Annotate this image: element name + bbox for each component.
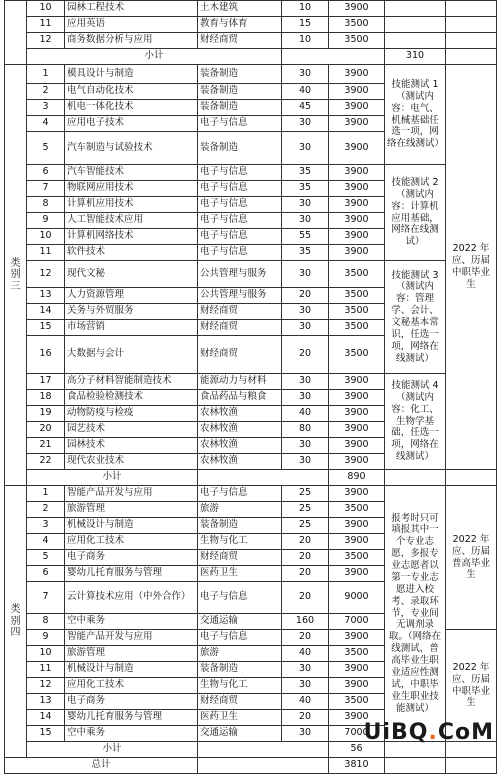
major-name: 现代农业技术: [65, 454, 198, 470]
row-index: 10: [27, 646, 65, 662]
major-name: 商务数据分析与应用: [65, 33, 198, 49]
tuition-fee: 3900: [329, 374, 385, 390]
row-index: 7: [27, 582, 65, 614]
major-field: 电子与信息: [198, 229, 282, 245]
subtotal-blank: [282, 49, 385, 65]
row-index: 3: [27, 518, 65, 534]
row-index: 15: [27, 320, 65, 336]
major-field: 医药卫生: [198, 566, 282, 582]
tuition-fee: 9000: [329, 582, 385, 614]
plan-count: 20: [282, 566, 329, 582]
major-field: 装备制造: [198, 518, 282, 534]
row-index: 10: [27, 229, 65, 245]
category-three-label: 类别三: [5, 65, 27, 486]
tuition-fee: 3900: [329, 132, 385, 165]
tuition-fee: 3900: [329, 566, 385, 582]
major-name: 市场营销: [65, 320, 198, 336]
plan-count: 30: [282, 390, 329, 406]
major-name: 电子商务: [65, 694, 198, 710]
plan-count: 15: [282, 17, 329, 33]
plan-count: 40: [282, 694, 329, 710]
major-name: 物联网应用技术: [65, 181, 198, 197]
major-field: 土木建筑: [198, 1, 282, 17]
row-index: 6: [27, 566, 65, 582]
plan-count: 10: [282, 1, 329, 17]
tuition-fee: 3500: [329, 288, 385, 304]
plan-count: 30: [282, 132, 329, 165]
plan-count: 20: [282, 710, 329, 726]
plan-count: 35: [282, 245, 329, 261]
tuition-fee: 3900: [329, 116, 385, 132]
plan-count: 20: [282, 288, 329, 304]
major-field: 财经商贸: [198, 304, 282, 320]
major-field: 生物与化工: [198, 534, 282, 550]
watermark-right: CoM: [437, 720, 494, 745]
table-row: [5, 33, 497, 49]
plan-count: 40: [282, 406, 329, 422]
major-name: 电气自动化技术: [65, 84, 198, 100]
row-index: 15: [27, 726, 65, 742]
major-field: 财经商贸: [198, 320, 282, 336]
row-index: 8: [27, 614, 65, 630]
plan-count: 40: [282, 84, 329, 100]
tuition-fee: 3900: [329, 518, 385, 534]
major-field: 电子与信息: [198, 630, 282, 646]
tuition-fee: 3500: [329, 33, 385, 49]
plan-count: 20: [282, 336, 329, 374]
row-index: 5: [27, 550, 65, 566]
plan-count: 30: [282, 261, 329, 288]
subtotal-label: 小计: [27, 742, 198, 758]
table-row: [5, 486, 497, 502]
skill-test-note: 技能测试 2（测试内容：计算机应用基础，网络在线测试）: [385, 165, 446, 261]
subtotal-blank: [198, 742, 329, 758]
row-index: 4: [27, 116, 65, 132]
plan-count: 25: [282, 486, 329, 502]
tuition-fee: 3500: [329, 320, 385, 336]
major-name: 动物防疫与检疫: [65, 406, 198, 422]
application-note: 报考时只可填报其中一个专业志愿，多报专业志愿者以第一专业志愿进入校考、录取环节，专业间无调剂录取。（网络在线测试，普高毕业生职业适应性测试，中职毕业生职业技能测试）: [385, 486, 446, 742]
tuition-fee: 3500: [329, 304, 385, 320]
table-row: [5, 165, 497, 181]
total-blank: [446, 758, 497, 774]
major-name: 机电一体化技术: [65, 100, 198, 116]
row-index: 11: [27, 17, 65, 33]
major-field: 装备制造: [198, 65, 282, 84]
tuition-fee: 3500: [329, 694, 385, 710]
plan-count: 30: [282, 726, 329, 742]
major-field: 财经商贸: [198, 336, 282, 374]
major-field: 交通运输: [198, 614, 282, 630]
major-name: 应用英语: [65, 17, 198, 33]
major-name: 空中乘务: [65, 726, 198, 742]
plan-count: 20: [282, 582, 329, 614]
major-name: 关务与外贸服务: [65, 304, 198, 320]
plan-count: 20: [282, 534, 329, 550]
major-name: 园林技术: [65, 438, 198, 454]
major-field: 能源动力与材料: [198, 374, 282, 390]
row-index: 8: [27, 197, 65, 213]
major-name: 电子商务: [65, 550, 198, 566]
major-name: 机械设计与制造: [65, 518, 198, 534]
major-name: 应用化工技术: [65, 678, 198, 694]
plan-count: 30: [282, 678, 329, 694]
major-field: 农林牧渔: [198, 422, 282, 438]
major-name: 模具设计与制造: [65, 65, 198, 84]
row-index: 9: [27, 213, 65, 229]
major-name: 计算机应用技术: [65, 197, 198, 213]
table-row: [5, 470, 497, 486]
tuition-fee: 3500: [329, 550, 385, 566]
major-name: 云计算技术应用（中外合作）: [65, 582, 198, 614]
row-index: 3: [27, 100, 65, 116]
plan-count: 30: [282, 65, 329, 84]
major-name: 机械设计与制造: [65, 662, 198, 678]
tuition-fee: 3500: [329, 17, 385, 33]
table-row: [5, 17, 497, 33]
plan-count: 30: [282, 197, 329, 213]
major-field: 装备制造: [198, 84, 282, 100]
plan-count: 20: [282, 630, 329, 646]
plan-count: 35: [282, 181, 329, 197]
note-cell: [385, 33, 446, 49]
major-field: 农林牧渔: [198, 406, 282, 422]
subtotal-label: 小计: [27, 49, 282, 65]
plan-count: 25: [282, 518, 329, 534]
row-index: 21: [27, 438, 65, 454]
applicant-target: 2022 年应、历届中职毕业生: [446, 65, 497, 470]
major-name: 大数据与会计: [65, 336, 198, 374]
plan-count: 40: [282, 646, 329, 662]
table-body: [5, 1, 497, 774]
plan-count: 10: [282, 33, 329, 49]
row-index: 14: [27, 304, 65, 320]
skill-test-note: 技能测试 3（测试内容：管理学、会计、文秘基本常识，任选一项，网络在线测试）: [385, 261, 446, 374]
major-name: 现代文秘: [65, 261, 198, 288]
plan-count: 30: [282, 213, 329, 229]
major-field: 电子与信息: [198, 197, 282, 213]
row-index: 20: [27, 422, 65, 438]
target-cell: [446, 1, 497, 17]
major-field: 食品药品与粮食: [198, 390, 282, 406]
site-watermark: [364, 720, 494, 745]
major-name: 婴幼儿托育服务与管理: [65, 566, 198, 582]
watermark-dot: .: [428, 720, 438, 745]
table-row: [5, 261, 497, 288]
plan-count: 45: [282, 100, 329, 116]
enrollment-plan-table: [4, 0, 497, 774]
major-field: 电子与信息: [198, 116, 282, 132]
major-field: 装备制造: [198, 132, 282, 165]
subtotal-label: 小计: [27, 470, 198, 486]
tuition-fee: 3500: [329, 646, 385, 662]
major-name: 软件技术: [65, 245, 198, 261]
plan-count: 30: [282, 304, 329, 320]
major-name: 食品检验检测技术: [65, 390, 198, 406]
tuition-fee: 3900: [329, 406, 385, 422]
skill-test-note: 技能测试 1（测试内容：电气、机械基础任选一项，网络在线测试）: [385, 65, 446, 165]
tuition-fee: 3900: [329, 1, 385, 17]
tuition-fee: 3900: [329, 181, 385, 197]
major-field: 公共管理与服务: [198, 261, 282, 288]
major-name: 园林工程技术: [65, 1, 198, 17]
plan-count: 30: [282, 116, 329, 132]
major-name: 旅游管理: [65, 502, 198, 518]
plan-count: 25: [282, 502, 329, 518]
tuition-fee: 3900: [329, 165, 385, 181]
major-field: 电子与信息: [198, 245, 282, 261]
tuition-fee: 3900: [329, 454, 385, 470]
applicant-target-general: 2022 年应、历届普高毕业生: [446, 486, 497, 630]
row-index: 11: [27, 662, 65, 678]
row-index: 4: [27, 534, 65, 550]
target-cell: [446, 17, 497, 33]
table-row: [5, 1, 497, 17]
plan-count: 55: [282, 229, 329, 245]
major-field: 农林牧渔: [198, 454, 282, 470]
row-index: 12: [27, 678, 65, 694]
major-field: 电子与信息: [198, 486, 282, 502]
major-name: 旅游管理: [65, 646, 198, 662]
row-index: 9: [27, 630, 65, 646]
row-index: 12: [27, 261, 65, 288]
tuition-fee: 3900: [329, 229, 385, 245]
tuition-fee: 3500: [329, 502, 385, 518]
row-index: 17: [27, 374, 65, 390]
major-field: 电子与信息: [198, 582, 282, 614]
total-value: 3810: [329, 758, 385, 774]
tuition-fee: 3900: [329, 100, 385, 116]
major-field: 财经商贸: [198, 33, 282, 49]
major-name: 计算机网络技术: [65, 229, 198, 245]
row-index: 6: [27, 165, 65, 181]
tuition-fee: 3500: [329, 336, 385, 374]
tuition-fee: 3900: [329, 245, 385, 261]
plan-count: 30: [282, 662, 329, 678]
row-index: 13: [27, 694, 65, 710]
row-index: 2: [27, 84, 65, 100]
major-field: 电子与信息: [198, 213, 282, 229]
tuition-fee: 3900: [329, 710, 385, 726]
subtotal-blank: [198, 470, 329, 486]
table-row: [5, 374, 497, 390]
row-index: 1: [27, 65, 65, 84]
row-index: 13: [27, 288, 65, 304]
major-field: 生物与化工: [198, 678, 282, 694]
category-label-cell: [5, 1, 27, 65]
row-index: 1: [27, 486, 65, 502]
skill-test-note: 技能测试 4（测试内容：化工、生物学基础，任选一项，网络在线测试）: [385, 374, 446, 470]
plan-count: 30: [282, 320, 329, 336]
row-index: 14: [27, 710, 65, 726]
subtotal-value: 310: [385, 49, 446, 65]
plan-count: 20: [282, 550, 329, 566]
tuition-fee: 3900: [329, 197, 385, 213]
row-index: 2: [27, 502, 65, 518]
major-field: 财经商贸: [198, 550, 282, 566]
subtotal-blank: [446, 49, 497, 65]
table-row: [5, 49, 497, 65]
plan-count: 30: [282, 374, 329, 390]
note-cell: [385, 17, 446, 33]
major-field: 农林牧渔: [198, 438, 282, 454]
tuition-fee: 3900: [329, 438, 385, 454]
major-name: 高分子材料智能制造技术: [65, 374, 198, 390]
tuition-fee: 3900: [329, 213, 385, 229]
major-name: 人力资源管理: [65, 288, 198, 304]
tuition-fee: 3900: [329, 65, 385, 84]
major-field: 公共管理与服务: [198, 288, 282, 304]
tuition-fee: 7000: [329, 726, 385, 742]
subtotal-value: 890: [329, 470, 385, 486]
row-index: 12: [27, 33, 65, 49]
tuition-fee: 3900: [329, 678, 385, 694]
row-index: 18: [27, 390, 65, 406]
major-field: 旅游: [198, 502, 282, 518]
total-label: 总计: [5, 758, 198, 774]
tuition-fee: 3900: [329, 486, 385, 502]
total-blank: [198, 758, 329, 774]
major-field: 旅游: [198, 646, 282, 662]
subtotal-blank: [385, 470, 446, 486]
major-field: 交通运输: [198, 726, 282, 742]
watermark-left: UiBQ: [363, 720, 429, 745]
major-name: 汽车制造与试验技术: [65, 132, 198, 165]
tuition-fee: 3900: [329, 84, 385, 100]
subtotal-value: 56: [329, 742, 385, 758]
tuition-fee: 3900: [329, 422, 385, 438]
table-row: [5, 65, 497, 84]
tuition-fee: 3900: [329, 534, 385, 550]
row-index: 7: [27, 181, 65, 197]
row-index: 16: [27, 336, 65, 374]
major-name: 汽车智能技术: [65, 165, 198, 181]
major-field: 装备制造: [198, 100, 282, 116]
row-index: 5: [27, 132, 65, 165]
major-name: 应用电子技术: [65, 116, 198, 132]
category-four-label: 类别四: [5, 486, 27, 758]
major-field: 电子与信息: [198, 181, 282, 197]
tuition-fee: 7000: [329, 614, 385, 630]
plan-count: 35: [282, 165, 329, 181]
major-name: 园艺技术: [65, 422, 198, 438]
major-field: 财经商贸: [198, 694, 282, 710]
row-index: 10: [27, 1, 65, 17]
row-index: 22: [27, 454, 65, 470]
tuition-fee: 3500: [329, 261, 385, 288]
plan-count: 30: [282, 438, 329, 454]
major-field: 教育与体育: [198, 17, 282, 33]
tuition-fee: 3900: [329, 662, 385, 678]
major-name: 智能产品开发与应用: [65, 486, 198, 502]
row-index: 19: [27, 406, 65, 422]
note-cell: [385, 1, 446, 17]
subtotal-blank: [446, 470, 497, 486]
major-name: 人工智能技术应用: [65, 213, 198, 229]
major-name: 空中乘务: [65, 614, 198, 630]
major-name: 婴幼儿托育服务与管理: [65, 710, 198, 726]
major-name: 智能产品开发与应用: [65, 630, 198, 646]
row-index: 11: [27, 245, 65, 261]
target-cell: [446, 33, 497, 49]
tuition-fee: 3900: [329, 630, 385, 646]
applicant-target-vocational: 2022 年应、历届中职毕业生: [446, 630, 497, 742]
total-blank: [385, 758, 446, 774]
plan-count: 30: [282, 454, 329, 470]
major-field: 电子与信息: [198, 165, 282, 181]
major-field: 医药卫生: [198, 710, 282, 726]
plan-count: 80: [282, 422, 329, 438]
major-name: 应用化工技术: [65, 534, 198, 550]
table-row: [5, 758, 497, 774]
plan-count: 160: [282, 614, 329, 630]
major-field: 装备制造: [198, 662, 282, 678]
tuition-fee: 3900: [329, 390, 385, 406]
